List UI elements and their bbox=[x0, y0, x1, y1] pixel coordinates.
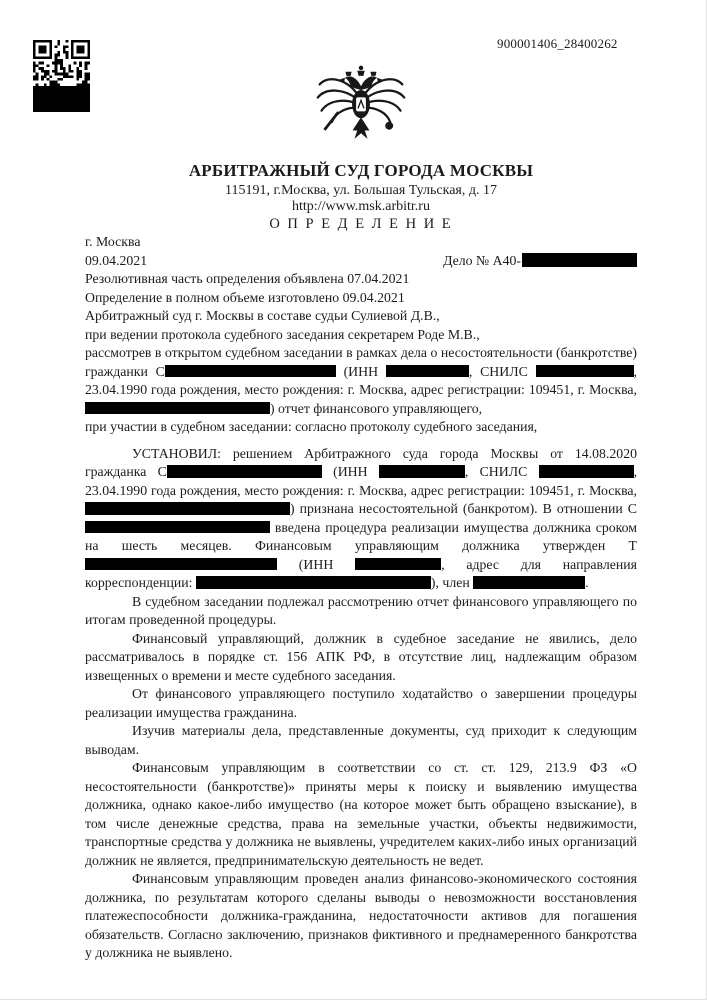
text-run: Финансовым управляющим проведен анализ финансово-экономического состояния должника, по результатам которого сделаны выводы о невозможности восстановления платежеспособности должника-гражданина, недостаточности активов для погашения обязательств. Согласно заключению, признаков фиктивного и преднамеренного банкротства у должника не выявлено. bbox=[85, 871, 637, 960]
text-run: , 23.04.1990 года рождения, место рождения: г. Москва, адрес регистрации: 109451, г. Москва, bbox=[85, 464, 638, 498]
text-run: (ИНН bbox=[321, 464, 379, 479]
text-run: Изучив материалы дела, представленные документы, суд приходит к следующим выводам. bbox=[85, 723, 637, 757]
redaction-bar bbox=[379, 465, 465, 478]
document-type-title: О П Р Е Д Е Л Е Н И Е bbox=[269, 216, 453, 232]
text-run: ) признана несостоятельной (банкротом). В отношении С bbox=[290, 501, 637, 516]
redaction-bar bbox=[85, 558, 277, 571]
place-line: г. Москва bbox=[85, 234, 141, 249]
text-run: От финансового управляющего поступило ходатайство о завершении процедуры реализации имущества гражданина. bbox=[85, 686, 637, 720]
text-run: при ведении протокола судебного заседания секретарем Роде М.В., bbox=[85, 326, 480, 342]
text-run: . bbox=[585, 575, 589, 590]
document-body bbox=[85, 270, 637, 963]
text-run: , СНИЛС bbox=[464, 464, 539, 479]
text-run: при участии в судебном заседании: согласно протоколу судебного заседания, bbox=[85, 419, 538, 434]
document-body-area bbox=[85, 233, 637, 963]
case-number-prefix: Дело № А40- bbox=[443, 252, 521, 268]
paragraph bbox=[85, 630, 637, 686]
paragraph bbox=[85, 685, 637, 722]
court-website: http://www.msk.arbitr.ru bbox=[292, 199, 430, 214]
case-number bbox=[443, 252, 637, 271]
redaction-bar bbox=[473, 576, 585, 589]
paragraph bbox=[85, 870, 637, 963]
text-run: В судебном заседании подлежал рассмотрению отчет финансового управляющего по итогам проведенной процедуры. bbox=[85, 593, 637, 627]
paragraph bbox=[85, 326, 637, 345]
paragraph bbox=[85, 344, 637, 418]
text-run: УСТАНОВИЛ: решением Арбитражного суда города Москвы от 14.08.2020 гражданка С bbox=[85, 445, 637, 479]
text-run: ), член bbox=[430, 575, 474, 590]
decision-date: 09.04.2021 bbox=[85, 252, 148, 268]
redaction-bar bbox=[85, 502, 290, 515]
redaction-bar bbox=[355, 558, 441, 571]
redaction-bar bbox=[536, 365, 634, 378]
paragraph bbox=[85, 593, 637, 630]
redaction-bar bbox=[85, 402, 270, 415]
document-number: 900001406_28400262 bbox=[497, 36, 618, 51]
text-run: (ИНН bbox=[335, 363, 386, 379]
redaction-bar bbox=[85, 521, 270, 534]
qr-code-icon bbox=[33, 40, 90, 112]
text-run: Резолютивная часть определения объявлена 07.04.2021 bbox=[85, 271, 410, 286]
paragraph bbox=[85, 307, 637, 326]
text-run: введена процедура реализации имущества должника сроком на шесть месяцев. Финансовым управляющим должника утвержден Т bbox=[85, 519, 637, 553]
paragraph bbox=[85, 722, 637, 759]
paragraph bbox=[85, 289, 637, 308]
date-case-row bbox=[85, 252, 637, 271]
qr-code-pattern bbox=[33, 40, 90, 112]
text-run: , СНИЛС bbox=[468, 363, 536, 379]
paragraph bbox=[85, 759, 637, 870]
court-name: АРБИТРАЖНЫЙ СУД ГОРОДА МОСКВЫ bbox=[188, 161, 534, 180]
court-address: 115191, г.Москва, ул. Большая Тульская, д. 17 bbox=[225, 183, 497, 198]
redaction-bar bbox=[386, 365, 469, 378]
redaction-bar bbox=[167, 465, 322, 478]
redaction-bar bbox=[539, 465, 634, 478]
text-run: Арбитражный суд г. Москвы в составе судьи Сулиевой Д.В., bbox=[85, 308, 440, 323]
paragraph bbox=[85, 445, 637, 593]
text-run: ) отчет финансового управляющего, bbox=[270, 400, 483, 416]
text-run: Финансовым управляющим в соответствии со ст. ст. 129, 213.9 ФЗ «О несостоятельности (банкротстве)» приняты меры к поиску и выявлению имущества должника, однако какое-либо имущество (на которое может быть обращено взыскание), в том числе денежные средства, права на земельные участки, объекты недвижимости, транспортные средства у должника не выявлены, учредителем каких-либо иных организаций должник не является, предпринимательскую деятельность не ведет. bbox=[85, 760, 637, 868]
text-run: (ИНН bbox=[277, 556, 356, 572]
redaction-bar bbox=[522, 253, 637, 267]
text-run: , адрес для направления корреспонденции: bbox=[85, 556, 637, 590]
russian-coat-of-arms-icon bbox=[314, 62, 408, 150]
text-run: рассмотрев в открытом судебном заседании в рамках дела о несостоятельности (банкротстве) гражданки С bbox=[85, 345, 637, 379]
paragraph bbox=[85, 270, 637, 289]
paragraph bbox=[85, 418, 637, 437]
text-run: Определение в полном объеме изготовлено 09.04.2021 bbox=[85, 289, 405, 305]
text-run: Финансовый управляющий, должник в судебное заседание не явились, дело рассматривалось в порядке ст. 156 АПК РФ, в отсутствие лиц, надлежащим образом извещенных о времени и месте судебного заседания. bbox=[85, 630, 637, 683]
text-run: , 23.04.1990 года рождения, место рождения: г. Москва, адрес регистрации: 109451, г. Москва, bbox=[85, 363, 637, 397]
redaction-bar bbox=[196, 576, 431, 589]
redaction-bar bbox=[165, 365, 336, 378]
document-header bbox=[85, 62, 637, 233]
